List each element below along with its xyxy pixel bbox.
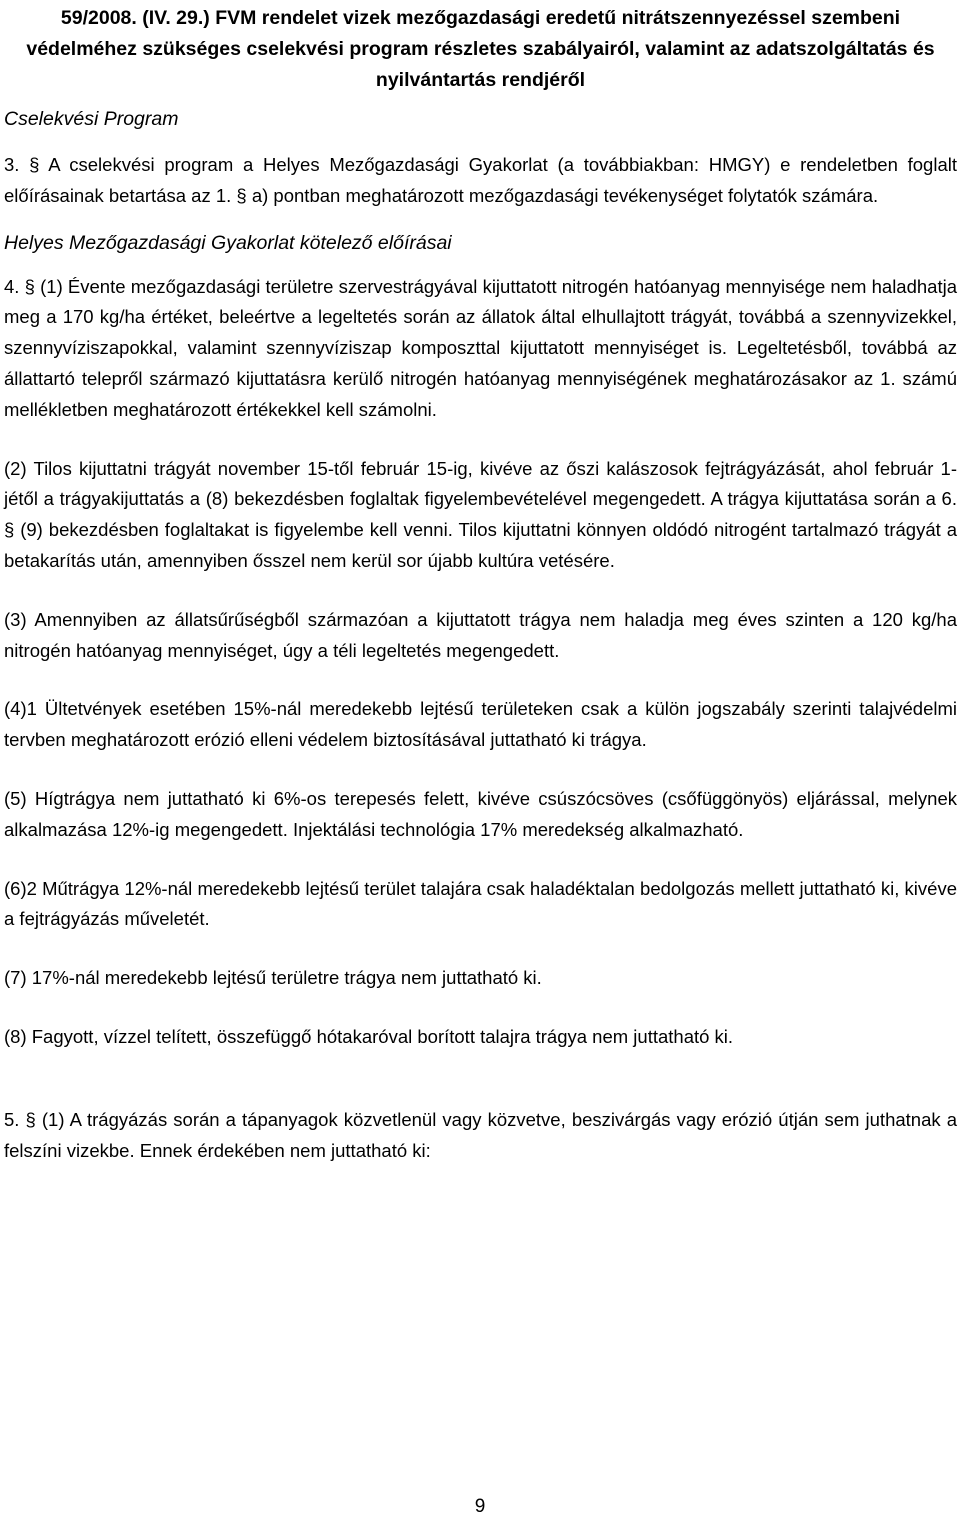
paragraph-4-4: (4)1 Ültetvények esetében 15%-nál meredekebb lejtésű területeken csak a külön jogszabály szerinti talajvédelmi tervben meghatározott erózió elleni védelem biztosításával juttatható ki trágya. xyxy=(4,698,957,751)
paragraph-4-7: (7) 17%-nál meredekebb lejtésű területre trágya nem juttatható ki. xyxy=(4,967,542,989)
paragraph-4-1: 4. § (1) Évente mezőgazdasági területre szervestrágyával kijuttatott nitrogén hatóanyag mennyisége nem haladhatja meg a 170 kg/ha értéket, beleértve a legeltetés során az állatok által elhullajtott trágyát, továbbá a szennyvizekkel, szennyvíziszapokkal, valamint szennyvíziszap komposzttal kijuttatott mennyiséget is. Legeltetésből, továbbá az állattartó telepről származó kijuttatásra kerülő nitrogén hatóanyag mennyiségének meghatározásakor az 1. számú mellékletben meghatározott értékekkel kell számolni. xyxy=(4,275,957,420)
paragraph-4-2: (2) Tilos kijuttatni trágyát november 15-től február 15-ig, kivéve az őszi kalászosok fejtrágyázását, ahol február 1-jétől a trágyakijuttatás a (8) bekezdésben foglaltak figyelembevételével megengedett. A trágya kijuttatása során a 6. § (9) bekezdésben foglaltakat is figyelembe kell venni. Tilos kijuttatni könnyen oldódó nitrogént tartalmazó trágyát a betakarítás után, amennyiben ősszel nem kerül sor újabb kultúra vetésére. xyxy=(4,457,957,571)
paragraph-4-3: (3) Amennyiben az állatsűrűségből származóan a kijuttatott trágya nem haladja meg éves szinten a 120 kg/ha nitrogén hatóanyag mennyiséget, úgy a téli legeltetés megengedett. xyxy=(4,608,957,661)
document-title: 59/2008. (IV. 29.) FVM rendelet vizek mezőgazdasági eredetű nitrátszennyezéssel szembeni védelméhez szükséges cselekvési program részletes szabályairól, valamint az adatszolgáltatás és nyilvántartás rendjéről xyxy=(26,7,935,91)
paragraph-4-5: (5) Hígtrágya nem juttatható ki 6%-os terepesés felett, kivéve csúszócsöves (csőfüggönyös) eljárással, melynek alkalmazása 12%-ig megengedett. Injektálási technológia 17% meredekség alkalmazható. xyxy=(4,787,957,840)
page-number: 9 xyxy=(474,1496,486,1517)
section-title-hmgy: Helyes Mezőgazdasági Gyakorlat kötelező előírásai xyxy=(4,231,452,254)
paragraph-3: 3. § A cselekvési program a Helyes Mezőgazdasági Gyakorlat (a továbbiakban: HMGY) e rendeletben foglalt előírásainak betartása az 1. § a) pontban meghatározott mezőgazdasági tevékenységet folytatók számára. xyxy=(4,154,957,206)
section-title-cselekvesi-program: Cselekvési Program xyxy=(4,108,179,130)
paragraph-4-8: (8) Fagyott, vízzel telített, összefüggő hótakaróval borított talajra trágya nem juttatható ki. xyxy=(4,1025,734,1047)
document-page xyxy=(4,0,957,1166)
paragraph-4-6: (6)2 Műtrágya 12%-nál meredekebb lejtésű terület talajára csak haladéktalan bedolgozás mellett juttatható ki, kivéve a fejtrágyázás műveletét. xyxy=(4,877,957,930)
paragraph-5-1: 5. § (1) A trágyázás során a tápanyagok közvetlenül vagy közvetve, beszivárgás vagy erózió útján sem juthatnak a felszíni vizekbe. Ennek érdekében nem juttatható ki: xyxy=(4,1108,957,1161)
